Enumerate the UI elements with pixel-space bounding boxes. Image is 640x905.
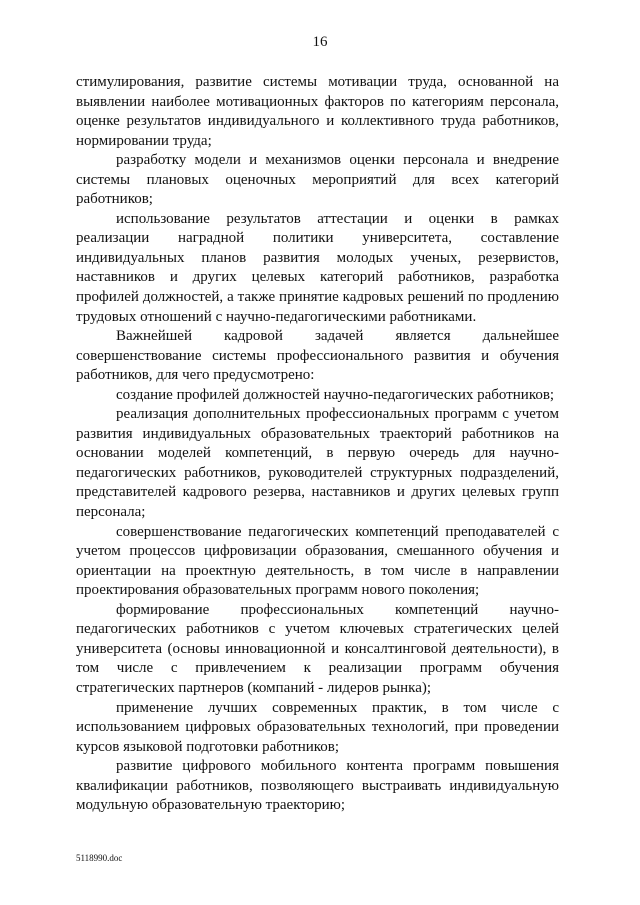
paragraph: применение лучших современных практик, в том числе с использованием цифровых образовательных технологий, при проведении курсов языковой подготовки работников; xyxy=(76,699,559,755)
paragraph: реализация дополнительных профессиональных программ с учетом развития индивидуальных образовательных траекторий работников на основании моделей компетенций, в первую очередь для научно-педагогических работников, руководителей структурных подразделений, представителей кадрового резерва, наставников и других целевых групп персонала; xyxy=(76,406,559,521)
paragraph: создание профилей должностей научно-педагогических работников; xyxy=(116,386,555,403)
paragraph: развитие цифрового мобильного контента программ повышения квалификации работников, позволяющего выстраивать индивидуальную модульную образовательную траекторию; xyxy=(76,758,559,814)
paragraph-continuation: стимулирования, развитие системы мотивации труда, основанной на выявлении наиболее мотивационных факторов по категориям персонала, оценке результатов индивидуального и коллективного труда работников, нормировании труда; xyxy=(76,74,559,149)
footer-file-name: 5118990.doc xyxy=(76,853,123,863)
paragraph: разработку модели и механизмов оценки персонала и внедрение системы плановых оценочных мероприятий для всех категорий работников; xyxy=(76,152,559,208)
document-body xyxy=(76,73,559,816)
paragraph: совершенствование педагогических компетенций преподавателей с учетом процессов цифровизации образования, смешанного обучения и ориентации на проектную деятельность, в том числе в направлении проектирования образовательных программ нового поколения; xyxy=(76,523,559,599)
paragraph: использование результатов аттестации и оценки в рамках реализации наградной политики университета, составление индивидуальных планов развития молодых ученых, резервистов, наставников и других целевых категорий работников, разработка профилей должностей, а также принятие кадровых решений по продлению трудовых отношений с научно-педагогическими работниками. xyxy=(76,210,559,325)
paragraph: Важнейшей кадровой задачей является дальнейшее совершенствование системы профессионального развития и обучения работников, для чего предусмотрено: xyxy=(76,328,559,384)
paragraph: формирование профессиональных компетенций научно-педагогических работников с учетом ключевых стратегических целей университета (основы инновационной и консалтинговой деятельности), в том числе с привлечением к реализации программ обучения стратегических партнеров (компаний - лидеров рынка); xyxy=(76,601,559,696)
page-number: 16 xyxy=(312,34,328,50)
